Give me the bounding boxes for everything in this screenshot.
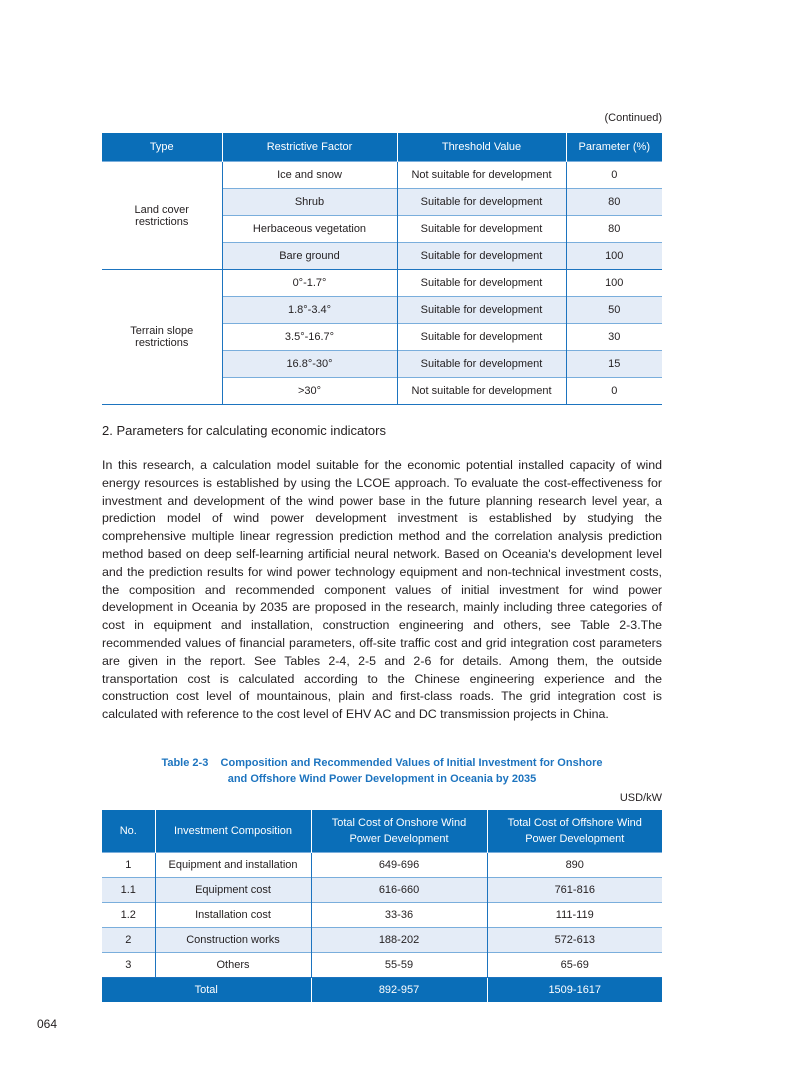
- parameter-cell: 0: [566, 162, 662, 189]
- threshold-cell: Suitable for development: [397, 216, 566, 243]
- parameter-cell: 50: [566, 297, 662, 324]
- offshore-cell: 890: [487, 853, 662, 878]
- factor-cell: 3.5°-16.7°: [222, 324, 397, 351]
- onshore-cell: 188-202: [311, 928, 487, 953]
- threshold-cell: Suitable for development: [397, 270, 566, 297]
- factor-cell: 1.8°-3.4°: [222, 297, 397, 324]
- parameter-cell: 100: [566, 270, 662, 297]
- item-cell: Installation cost: [155, 903, 311, 928]
- no-cell: 1.1: [102, 878, 155, 903]
- body-paragraph: In this research, a calculation model suitable for the economic potential installed capacity of wind energy resources is established by using the LCOE approach. To evaluate the cost-effectiveness for investment and development of the wind power base in the future planning research level year, a prediction model of wind power development investment is established by studying the comprehensive multiple linear regression prediction method and the correlation analysis prediction method based on deep self-learning artificial neural network. Based on Oceania's development level and the prediction results for wind power technology equipment and non-technical investment costs, the composition and recommended component values of initial investment for wind power development in Oceania by 2035 are proposed in the research, mainly including three categories of cost in equipment and installation, construction engineering and others, see Table 2-3.The recommended values of financial parameters, off-site traffic cost and grid integration cost parameters are given in the report. See Tables 2-4, 2-5 and 2-6 for details. Among them, the outside transportation cost is calculated according to the Chinese engineering experience and the construction cost level of mountainous, plain and first-class roads. The grid integration cost is calculated with reference to the cost level of EHV AC and DC transmission projects in China.: [102, 458, 662, 722]
- factor-cell: >30°: [222, 378, 397, 405]
- parameter-cell: 100: [566, 243, 662, 270]
- onshore-cell: 649-696: [311, 853, 487, 878]
- total-label: Total: [102, 978, 311, 1003]
- header-composition: Investment Composition: [155, 810, 311, 853]
- factor-cell: Ice and snow: [222, 162, 397, 189]
- onshore-cell: 33-36: [311, 903, 487, 928]
- threshold-cell: Suitable for development: [397, 297, 566, 324]
- threshold-cell: Not suitable for development: [397, 378, 566, 405]
- no-cell: 1.2: [102, 903, 155, 928]
- page-number: 064: [37, 1017, 58, 1031]
- caption-line-2: and Offshore Wind Power Development in Oceania by 2035: [227, 773, 537, 785]
- table-header-row: [102, 133, 662, 162]
- table-row: [102, 878, 662, 903]
- total-onshore: 892-957: [311, 978, 487, 1003]
- factor-cell: Shrub: [222, 189, 397, 216]
- no-cell: 2: [102, 928, 155, 953]
- investment-table: [102, 810, 662, 1002]
- table-row: [102, 270, 662, 297]
- header-offshore: Total Cost of Offshore Wind Power Development: [487, 810, 662, 853]
- item-cell: Equipment and installation: [155, 853, 311, 878]
- group-type: Terrain slope restrictions: [102, 270, 222, 405]
- threshold-cell: Suitable for development: [397, 324, 566, 351]
- threshold-cell: Suitable for development: [397, 351, 566, 378]
- caption-line-1: Table 2-3 Composition and Recommended Values of Initial Investment for Onshore: [161, 757, 603, 769]
- threshold-cell: Suitable for development: [397, 189, 566, 216]
- header-onshore: Total Cost of Onshore Wind Power Development: [311, 810, 487, 853]
- offshore-cell: 572-613: [487, 928, 662, 953]
- total-row: [102, 978, 662, 1003]
- header-parameter: Parameter (%): [566, 133, 662, 162]
- parameter-cell: 80: [566, 189, 662, 216]
- offshore-cell: 65-69: [487, 953, 662, 978]
- table-row: [102, 928, 662, 953]
- parameter-cell: 0: [566, 378, 662, 405]
- total-offshore: 1509-1617: [487, 978, 662, 1003]
- table-caption: [102, 755, 662, 787]
- item-cell: Others: [155, 953, 311, 978]
- parameter-cell: 80: [566, 216, 662, 243]
- restriction-table: [102, 133, 662, 405]
- factor-cell: 0°-1.7°: [222, 270, 397, 297]
- factor-cell: Bare ground: [222, 243, 397, 270]
- continued-label: (Continued): [604, 112, 662, 124]
- threshold-cell: Suitable for development: [397, 243, 566, 270]
- item-cell: Construction works: [155, 928, 311, 953]
- header-no: No.: [102, 810, 155, 853]
- section-heading: 2. Parameters for calculating economic indicators: [102, 423, 386, 438]
- factor-cell: Herbaceous vegetation: [222, 216, 397, 243]
- parameter-cell: 15: [566, 351, 662, 378]
- table-row: [102, 853, 662, 878]
- header-factor: Restrictive Factor: [222, 133, 397, 162]
- header-threshold: Threshold Value: [397, 133, 566, 162]
- unit-label: USD/kW: [619, 792, 662, 804]
- table-row: [102, 903, 662, 928]
- table-row: [102, 162, 662, 189]
- no-cell: 3: [102, 953, 155, 978]
- table-row: [102, 953, 662, 978]
- item-cell: Equipment cost: [155, 878, 311, 903]
- onshore-cell: 55-59: [311, 953, 487, 978]
- parameter-cell: 30: [566, 324, 662, 351]
- threshold-cell: Not suitable for development: [397, 162, 566, 189]
- table-header-row: [102, 810, 662, 853]
- offshore-cell: 111-119: [487, 903, 662, 928]
- offshore-cell: 761-816: [487, 878, 662, 903]
- onshore-cell: 616-660: [311, 878, 487, 903]
- factor-cell: 16.8°-30°: [222, 351, 397, 378]
- header-type: Type: [102, 133, 222, 162]
- no-cell: 1: [102, 853, 155, 878]
- group-type: Land cover restrictions: [102, 162, 222, 270]
